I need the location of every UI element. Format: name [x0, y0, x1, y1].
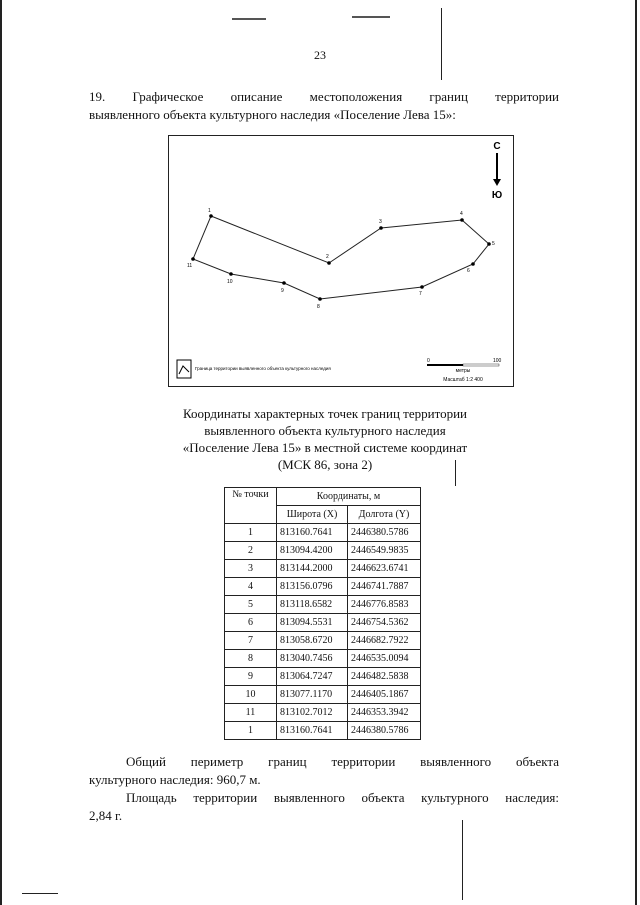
table-row — [225, 560, 421, 578]
boundary-vertex — [318, 297, 322, 301]
table-row — [225, 650, 421, 668]
vertex-label: 9 — [281, 288, 284, 294]
area-line: 2,84 г. — [89, 808, 123, 823]
longitude-cell: 2446405.1867 — [348, 686, 421, 704]
scan-margin-line — [22, 893, 58, 894]
latitude-cell: 813156.0796 — [277, 578, 348, 596]
caption-line: выявленного объекта культурного наследия — [204, 423, 446, 438]
table-row — [225, 686, 421, 704]
longitude-cell: 2446353.3942 — [348, 704, 421, 722]
scan-mark — [232, 18, 266, 20]
table-row — [225, 596, 421, 614]
boundary-vertices — [187, 208, 495, 310]
legend-text: Граница территории выявленного объекта культурного наследия — [195, 366, 331, 371]
table-caption — [100, 405, 550, 473]
boundary-map-canvas — [169, 136, 513, 386]
area-line: Площадь территории выявленного объекта культурного наследия: — [126, 790, 559, 805]
latitude-cell: 813058.6720 — [277, 632, 348, 650]
latitude-cell: 813064.7247 — [277, 668, 348, 686]
vertex-label: 10 — [227, 279, 233, 285]
map-legend — [177, 360, 331, 378]
coordinates-table-body — [225, 524, 421, 740]
perimeter-paragraph — [89, 753, 559, 789]
caption-line: Координаты характерных точек границ территории — [183, 406, 467, 421]
scale-max-label: 100 — [493, 358, 502, 364]
scan-margin-line — [0, 0, 2, 905]
page-number: 23 — [314, 48, 326, 62]
longitude-cell: 2446380.5786 — [348, 524, 421, 542]
scale-units-label: метры — [455, 368, 471, 374]
latitude-cell: 813094.5531 — [277, 614, 348, 632]
boundary-vertex — [420, 285, 424, 289]
longitude-cell: 2446380.5786 — [348, 722, 421, 740]
table-row — [225, 614, 421, 632]
table-row — [225, 722, 421, 740]
column-header-y: Долгота (Y) — [348, 506, 421, 524]
boundary-vertex — [191, 257, 195, 261]
longitude-cell: 2446754.5362 — [348, 614, 421, 632]
longitude-cell: 2446482.5838 — [348, 668, 421, 686]
scale-zero-label: 0 — [427, 358, 430, 364]
vertex-label: 2 — [326, 254, 329, 260]
scale-ratio-label: Масштаб 1:2 400 — [443, 377, 483, 383]
point-number-cell: 8 — [225, 650, 277, 668]
perimeter-line: Общий периметр границ территории выявленного объекта — [126, 754, 559, 769]
latitude-cell: 813102.7012 — [277, 704, 348, 722]
point-number-cell: 5 — [225, 596, 277, 614]
vertex-label: 1 — [208, 208, 211, 214]
vertex-label: 7 — [419, 291, 422, 297]
boundary-vertex — [487, 242, 491, 246]
scan-margin-line — [635, 0, 637, 905]
table-row — [225, 668, 421, 686]
north-arrow-icon — [492, 141, 502, 201]
vertex-label: 5 — [492, 241, 495, 247]
point-number-cell: 11 — [225, 704, 277, 722]
vertex-label: 8 — [317, 304, 320, 310]
area-paragraph — [89, 789, 559, 825]
longitude-cell: 2446682.7922 — [348, 632, 421, 650]
vertex-label: 6 — [467, 268, 470, 274]
scan-mark — [352, 16, 390, 18]
point-number-cell: 9 — [225, 668, 277, 686]
table-row — [225, 704, 421, 722]
section-heading-line: 19. Графическое описание местоположения границ территории — [89, 89, 559, 104]
longitude-cell: 2446535.0094 — [348, 650, 421, 668]
caption-line: (МСК 86, зона 2) — [277, 457, 373, 472]
boundary-map — [168, 135, 514, 387]
column-header-point: № точки — [225, 488, 277, 524]
boundary-vertex — [471, 262, 475, 266]
south-label: Ю — [491, 190, 503, 201]
latitude-cell: 813118.6582 — [277, 596, 348, 614]
table-row — [225, 542, 421, 560]
column-header-x: Широта (X) — [277, 506, 348, 524]
latitude-cell: 813160.7641 — [277, 524, 348, 542]
latitude-cell: 813077.1170 — [277, 686, 348, 704]
vertex-label: 11 — [187, 263, 193, 269]
boundary-vertex — [282, 281, 286, 285]
caption-line: «Поселение Лева 15» в местной системе координат — [182, 440, 468, 455]
section-heading — [89, 88, 559, 124]
point-number-cell: 7 — [225, 632, 277, 650]
table-row — [225, 632, 421, 650]
point-number-cell: 6 — [225, 614, 277, 632]
coordinates-table — [224, 487, 421, 740]
longitude-cell: 2446776.8583 — [348, 596, 421, 614]
perimeter-line: культурного наследия: 960,7 м. — [89, 772, 261, 787]
section-heading-line: выявленного объекта культурного наследия «Поселение Лева 15»: — [89, 107, 456, 122]
scan-margin-line — [441, 8, 442, 80]
boundary-vertex — [209, 214, 213, 218]
boundary-vertex — [229, 272, 233, 276]
point-number-cell: 4 — [225, 578, 277, 596]
vertex-label: 4 — [460, 211, 463, 217]
boundary-vertex — [327, 261, 331, 265]
longitude-cell: 2446549.9835 — [348, 542, 421, 560]
boundary-vertex — [379, 226, 383, 230]
latitude-cell: 813040.7456 — [277, 650, 348, 668]
point-number-cell: 10 — [225, 686, 277, 704]
point-number-cell: 3 — [225, 560, 277, 578]
vertex-label: 3 — [379, 219, 382, 225]
point-number-cell: 2 — [225, 542, 277, 560]
table-row — [225, 524, 421, 542]
latitude-cell: 813160.7641 — [277, 722, 348, 740]
scan-margin-line — [462, 820, 463, 900]
longitude-cell: 2446623.6741 — [348, 560, 421, 578]
point-number-cell: 1 — [225, 722, 277, 740]
table-row — [225, 578, 421, 596]
north-label: С — [493, 141, 501, 152]
column-header-coordinates: Координаты, м — [277, 488, 421, 506]
territory-boundary — [193, 216, 489, 299]
point-number-cell: 1 — [225, 524, 277, 542]
latitude-cell: 813144.2000 — [277, 560, 348, 578]
boundary-vertex — [460, 218, 464, 222]
scale-bar — [427, 358, 502, 383]
longitude-cell: 2446741.7887 — [348, 578, 421, 596]
latitude-cell: 813094.4200 — [277, 542, 348, 560]
